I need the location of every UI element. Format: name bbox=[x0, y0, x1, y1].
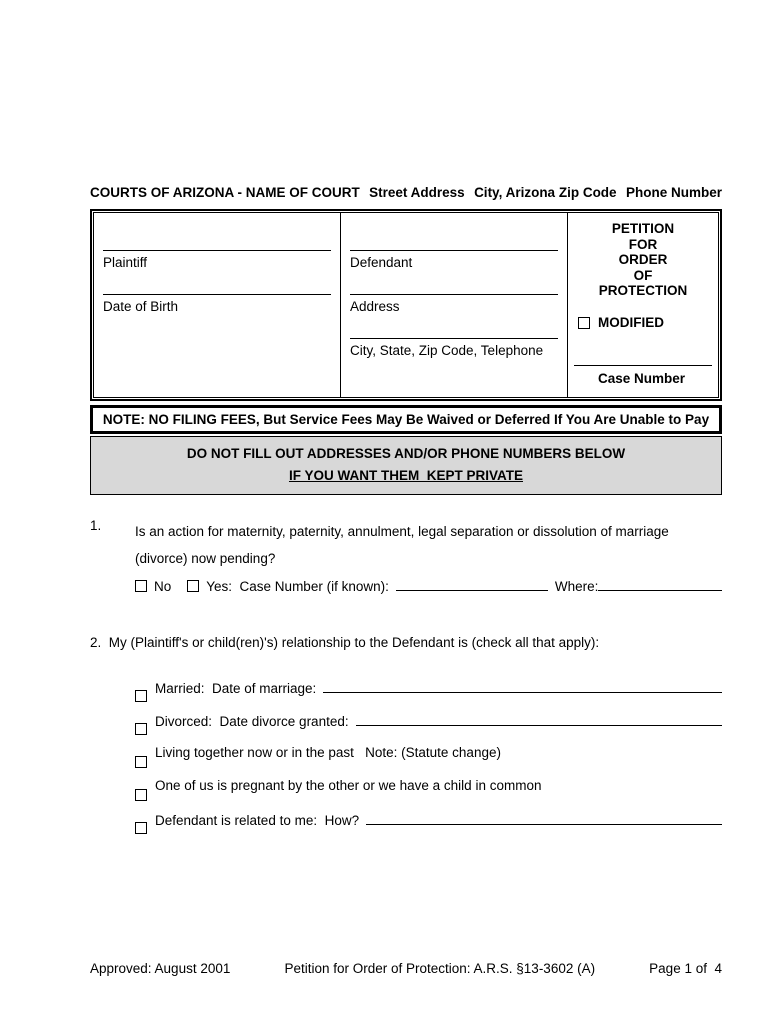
defendant-name-line[interactable] bbox=[350, 213, 558, 251]
form-title-line: PROTECTION bbox=[598, 283, 688, 298]
where-line[interactable] bbox=[598, 577, 722, 591]
question-1-text: Is an action for maternity, paternity, annulment, legal separation or dissolution of marriage (divorce) now pending? bbox=[135, 524, 673, 566]
form-title-line: ORDER bbox=[618, 252, 668, 267]
divorced-label: Divorced: Date divorce granted: bbox=[155, 714, 349, 729]
no-checkbox[interactable] bbox=[135, 580, 147, 592]
privacy-notice bbox=[90, 436, 722, 495]
case-number-label: Case Number bbox=[598, 370, 686, 386]
title-column bbox=[568, 213, 718, 397]
defendant-label: Defendant bbox=[350, 255, 413, 270]
defendant-city-line[interactable] bbox=[350, 314, 558, 339]
question-1-answers bbox=[135, 577, 722, 594]
form-title-line: PETITION bbox=[611, 221, 675, 236]
privacy-notice-line2: IF YOU WANT THEM KEPT PRIVATE bbox=[288, 468, 523, 483]
living-together-checkbox[interactable] bbox=[135, 756, 147, 768]
option-divorced bbox=[135, 712, 722, 745]
court-header bbox=[90, 185, 722, 200]
court-name-label: COURTS OF ARIZONA - NAME OF COURT bbox=[90, 185, 360, 200]
pregnant-or-child-label: One of us is pregnant by the other or we have a child in common bbox=[155, 778, 542, 793]
case-number-line[interactable] bbox=[574, 365, 712, 366]
form-title bbox=[572, 221, 714, 299]
where-label: Where: bbox=[554, 579, 599, 594]
option-related bbox=[135, 811, 722, 844]
plaintiff-dob-line[interactable] bbox=[103, 270, 331, 295]
question-1-number: 1. bbox=[90, 518, 102, 533]
marriage-date-line[interactable] bbox=[323, 679, 722, 693]
address-label: Address bbox=[350, 299, 400, 314]
option-pregnant-or-child bbox=[135, 778, 722, 811]
filing-fees-note bbox=[90, 405, 722, 434]
yes-label: Yes: Case Number (if known): bbox=[206, 579, 389, 594]
related-checkbox[interactable] bbox=[135, 822, 147, 834]
no-label: No bbox=[154, 579, 172, 594]
divorced-checkbox[interactable] bbox=[135, 723, 147, 735]
living-together-label: Living together now or in the past Note: (Statute change) bbox=[155, 745, 501, 760]
option-living-together bbox=[135, 745, 722, 778]
caption-table bbox=[90, 209, 722, 401]
street-address-label: Street Address bbox=[369, 185, 465, 200]
modified-row bbox=[572, 315, 714, 330]
question-2-options bbox=[135, 679, 722, 844]
page-footer bbox=[90, 961, 722, 976]
modified-checkbox[interactable] bbox=[578, 317, 590, 329]
approved-date-label: Approved: August 2001 bbox=[90, 961, 231, 976]
city-state-zip-label: City, State, Zip Code, Telephone bbox=[350, 343, 544, 358]
plaintiff-column bbox=[94, 213, 341, 397]
city-zip-label: City, Arizona Zip Code bbox=[474, 185, 617, 200]
modified-label: MODIFIED bbox=[598, 314, 664, 330]
phone-number-label: Phone Number bbox=[625, 185, 722, 200]
yes-checkbox[interactable] bbox=[187, 580, 199, 592]
page-number-label: Page 1 of 4 bbox=[649, 961, 722, 976]
defendant-column bbox=[341, 213, 568, 397]
divorce-date-line[interactable] bbox=[356, 712, 722, 726]
plaintiff-name-line[interactable] bbox=[103, 213, 331, 251]
married-label: Married: Date of marriage: bbox=[155, 681, 317, 696]
question-1 bbox=[90, 518, 722, 594]
filing-fees-note-text: NOTE: NO FILING FEES, But Service Fees May Be Waived or Deferred If You Are Unable to Pay bbox=[102, 412, 710, 427]
related-how-line[interactable] bbox=[366, 811, 722, 825]
plaintiff-label: Plaintiff bbox=[103, 255, 148, 270]
pregnant-or-child-checkbox[interactable] bbox=[135, 789, 147, 801]
form-title-line: OF bbox=[633, 267, 653, 283]
defendant-address-line[interactable] bbox=[350, 270, 558, 295]
related-label: Defendant is related to me: How? bbox=[155, 813, 360, 828]
footer-doc-title: Petition for Order of Protection: A.R.S. §13-3602 (A) bbox=[284, 961, 596, 976]
married-checkbox[interactable] bbox=[135, 690, 147, 702]
form-title-line: FOR bbox=[628, 236, 658, 252]
option-married bbox=[135, 679, 722, 712]
dob-label: Date of Birth bbox=[103, 299, 179, 314]
privacy-notice-line1: DO NOT FILL OUT ADDRESSES AND/OR PHONE NUMBERS BELOW bbox=[186, 446, 626, 461]
case-number-known-line[interactable] bbox=[396, 577, 548, 591]
question-2-text: 2. My (Plaintiff's or child(ren)'s) relationship to the Defendant is (check all that apply): bbox=[90, 635, 600, 650]
